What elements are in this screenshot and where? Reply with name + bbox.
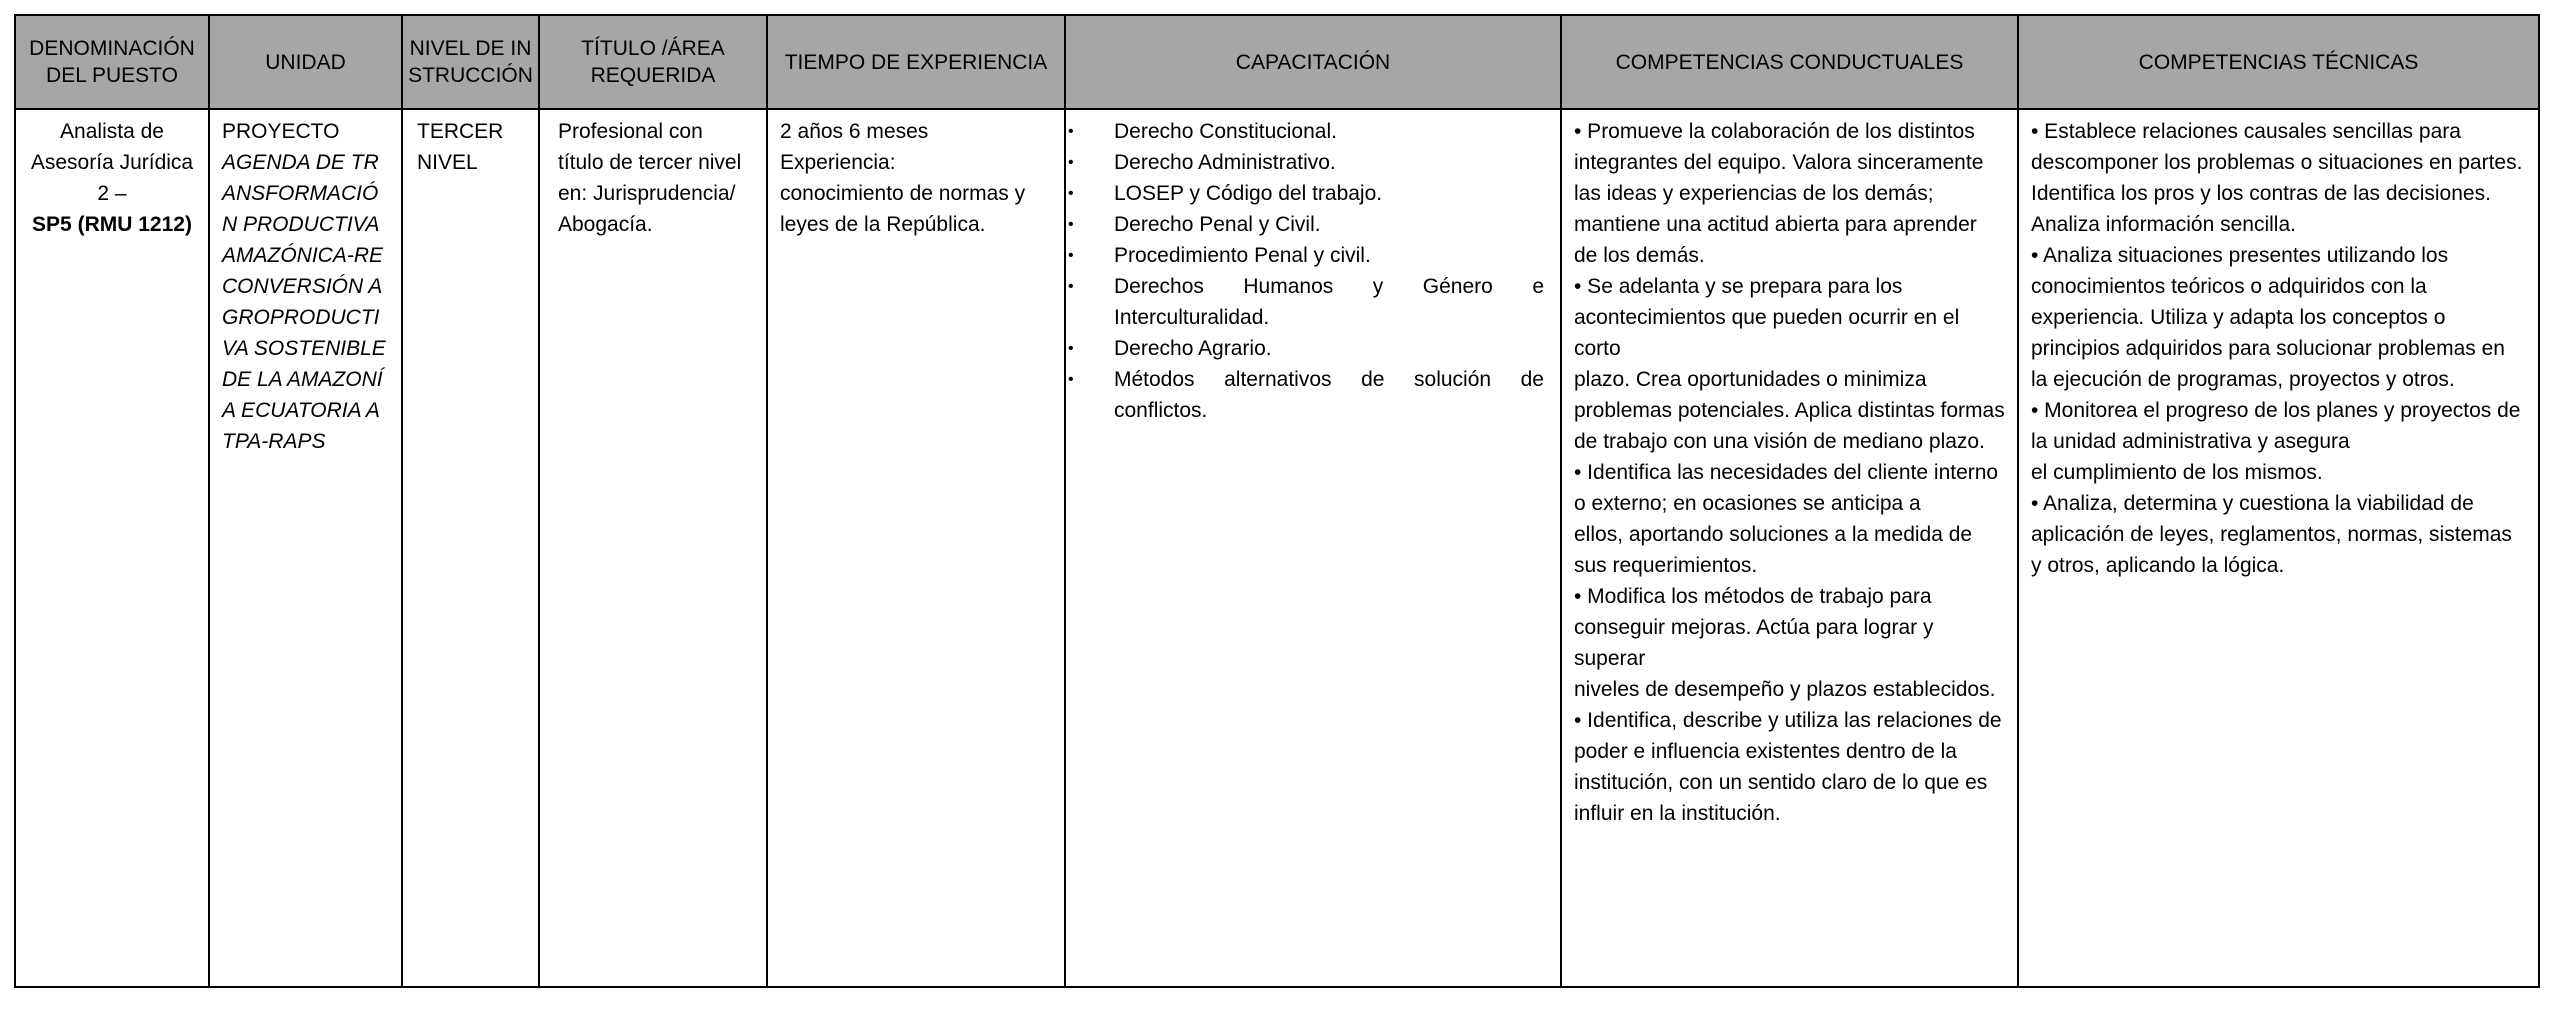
conductual-line: • Identifica las necesidades del cliente interno o externo; en ocasiones se anticipa a xyxy=(1574,461,1999,515)
conductual-line: • Se adelanta y se prepara para los acontecimientos que pueden ocurrir en el corto xyxy=(1574,275,1960,360)
header-denominacion: DENOMINACIÓN DEL PUESTO xyxy=(15,15,209,109)
tiempo-detail: conocimiento de normas y leyes de la República. xyxy=(780,182,1026,236)
cell-capacitacion xyxy=(1065,109,1561,987)
list-item: • Derecho Penal y Civil. xyxy=(1078,209,1544,240)
header-capacitacion: CAPACITACIÓN xyxy=(1065,15,1561,109)
list-item: • Derecho Agrario. xyxy=(1078,333,1544,364)
list-item: • Métodos alternativos de solución de conflictos. xyxy=(1078,364,1544,426)
conductual-line: • Promueve la colaboración de los distintos integrantes del equipo. Valora sinceramente las ideas y experiencias de los demás; mantiene una actitud abierta para aprender de los demás. xyxy=(1574,120,1984,267)
header-tecnicas: COMPETENCIAS TÉCNICAS xyxy=(2018,15,2539,109)
job-profile-table xyxy=(14,14,2540,988)
cell-unidad xyxy=(209,109,402,987)
list-item: • Derecho Administrativo. xyxy=(1078,147,1544,178)
conductual-line: • Modifica los métodos de trabajo para conseguir mejoras. Actúa para lograr y superar xyxy=(1574,585,1934,670)
puesto-name: Analista de Asesoría Jurídica 2 – xyxy=(30,120,194,205)
conductual-line: plazo. Crea oportunidades o minimiza problemas potenciales. Aplica distintas formas xyxy=(1574,368,2005,422)
list-item: • Procedimiento Penal y civil. xyxy=(1078,240,1544,271)
tecnica-line: • Monitorea el progreso de los planes y proyectos de la unidad administrativa y asegura xyxy=(2031,399,2521,453)
cell-conductuales xyxy=(1561,109,2018,987)
unidad-project: AGENDA DE TRANSFORMACIÓN PRODUCTIVA AMAZÓNICA-RECONVERSIÓN AGROPRODUCTIVA SOSTENIBLE DE LA AMAZONÍA ECUATORIA ATPA-RAPS xyxy=(222,151,386,453)
puesto-code: SP5 (RMU 1212) xyxy=(32,213,192,236)
table-row xyxy=(15,109,2539,987)
conductual-line: de trabajo con una visión de mediano plazo. xyxy=(1574,430,1985,453)
capacitacion-list xyxy=(1078,116,1544,426)
header-conductuales: COMPETENCIAS CONDUCTUALES xyxy=(1561,15,2018,109)
header-nivel: NIVEL DE INSTRUCCIÓN xyxy=(402,15,539,109)
list-item: • Derecho Constitucional. xyxy=(1078,116,1544,147)
cell-tecnicas xyxy=(2018,109,2539,987)
tiempo-label: Experiencia: xyxy=(780,151,896,174)
unidad-label: PROYECTO xyxy=(222,120,340,143)
tecnica-line: el cumplimiento de los mismos. xyxy=(2031,461,2323,484)
conductual-line: • Identifica, describe y utiliza las relaciones de poder e influencia existentes dentro de la institución, con un sentido claro de lo que es influir en la institución. xyxy=(1574,709,2002,825)
cell-nivel: TERCER NIVEL xyxy=(402,109,539,987)
conductual-line: niveles de desempeño y plazos establecidos. xyxy=(1574,678,1996,701)
tiempo-duration: 2 años 6 meses xyxy=(780,120,929,143)
cell-tiempo xyxy=(767,109,1065,987)
cell-titulo: Profesional con título de tercer nivel en: Jurisprudencia/ Abogacía. xyxy=(539,109,767,987)
cell-denominacion xyxy=(15,109,209,987)
header-row xyxy=(15,15,2539,109)
list-item: • Derechos Humanos y Género e Interculturalidad. xyxy=(1078,271,1544,333)
header-tiempo: TIEMPO DE EXPERIENCIA xyxy=(767,15,1065,109)
header-titulo: TÍTULO /ÁREA REQUERIDA xyxy=(539,15,767,109)
tecnica-line: • Analiza, determina y cuestiona la viabilidad de aplicación de leyes, reglamentos, normas, sistemas y otros, aplicando la lógica. xyxy=(2031,492,2512,577)
tecnica-line: • Analiza situaciones presentes utilizando los conocimientos teóricos o adquiridos con la experiencia. Utiliza y adapta los conceptos o principios adquiridos para solucionar problemas en la ejecución de programas, proyectos y otros. xyxy=(2031,244,2505,391)
header-unidad: UNIDAD xyxy=(209,15,402,109)
conductual-line: ellos, aportando soluciones a la medida de sus requerimientos. xyxy=(1574,523,1973,577)
list-item: • LOSEP y Código del trabajo. xyxy=(1078,178,1544,209)
tecnica-line: • Establece relaciones causales sencillas para descomponer los problemas o situaciones en partes. Identifica los pros y los contras de las decisiones. Analiza información sencilla. xyxy=(2031,120,2523,236)
